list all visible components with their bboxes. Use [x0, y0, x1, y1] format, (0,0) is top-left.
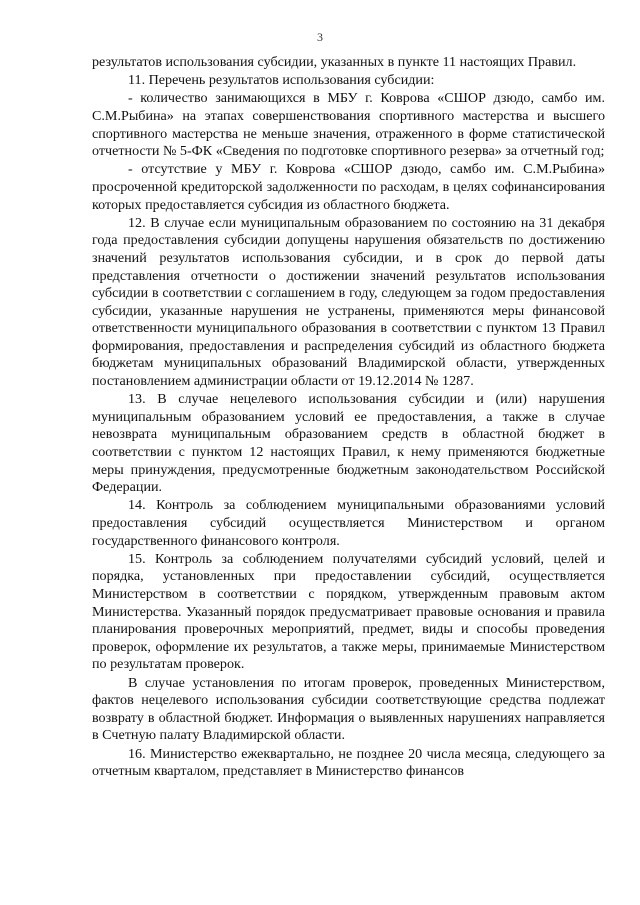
paragraph: - отсутствие у МБУ г. Коврова «СШОР дзюдо, самбо им. С.М.Рыбина» просроченной кредиторской задолженности по расходам, в целях софинансирования которых предоставляется субсидия из областного бюджета. — [92, 161, 605, 213]
paragraph: - количество занимающихся в МБУ г. Коврова «СШОР дзюдо, самбо им. С.М.Рыбина» на этапах совершенствования спортивного мастерства и высшего спортивного мастерства не меньше значения, отраженного в форме статистической отчетности № 5-ФК «Сведения по подготовке спортивного резерва» за отчетный год; — [92, 90, 605, 160]
paragraph: результатов использования субсидии, указанных в пункте 11 настоящих Правил. — [92, 54, 577, 70]
paragraph: 16. Министерство ежеквартально, не позднее 20 числа месяца, следующего за отчетным кварталом, представляет в Министерство финансов — [92, 745, 605, 780]
page-number: 3 — [317, 30, 323, 44]
paragraph: 12. В случае если муниципальным образованием по состоянию на 31 декабря года предоставления субсидии допущены нарушения обязательств по достижению значений результатов использования субсидии, и в срок до первой даты представления отчетности о достижении значений результатов использования субсидии в соответствии с соглашением в году, следующем за годом предоставления субсидии, указанные нарушения не устранены, применяются меры финансовой ответственности муниципального образования в соответствии с пунктом 13 Правил формирования, предоставления и распределения субсидий из областного бюджета бюджетам муниципальных образований Владимирской области, утвержденных постановлением администрации области от 19.12.2014 № 1287. — [92, 214, 605, 390]
paragraph: 13. В случае нецелевого использования субсидии и (или) нарушения муниципальным образованием условий ее предоставления, а также в случае невозврата муниципальным образованием средств в областной бюджет в соответствии с пунктом 12 настоящих Правил, к нему применяются бюджетные меры принуждения, предусмотренные бюджетным законодательством Российской Федерации. — [92, 391, 605, 496]
paragraph: 15. Контроль за соблюдением получателями субсидий условий, целей и порядка, установленных при предоставлении субсидий, осуществляется Министерством в соответствии с порядком, утвержденным правовым актом Министерства. Указанный порядок предусматривает правовые основания и правила планирования проверочных мероприятий, предмет, виды и способы проведения проверок, оформление их результатов, а также меры, принимаемые Министерством по результатам проверок. — [92, 550, 605, 673]
paragraph: В случае установления по итогам проверок, проведенных Министерством, фактов нецелевого использования субсидии соответствующие средства подлежат возврату в областной бюджет. Информация о выявленных нарушениях направляется в Счетную палату Владимирской области. — [92, 674, 605, 744]
paragraph: 14. Контроль за соблюдением муниципальными образованиями условий предоставления субсидий осуществляется Министерством и органом государственного финансового контроля. — [92, 497, 605, 549]
paragraph: 11. Перечень результатов использования субсидии: — [128, 72, 435, 89]
document-body — [92, 54, 605, 781]
